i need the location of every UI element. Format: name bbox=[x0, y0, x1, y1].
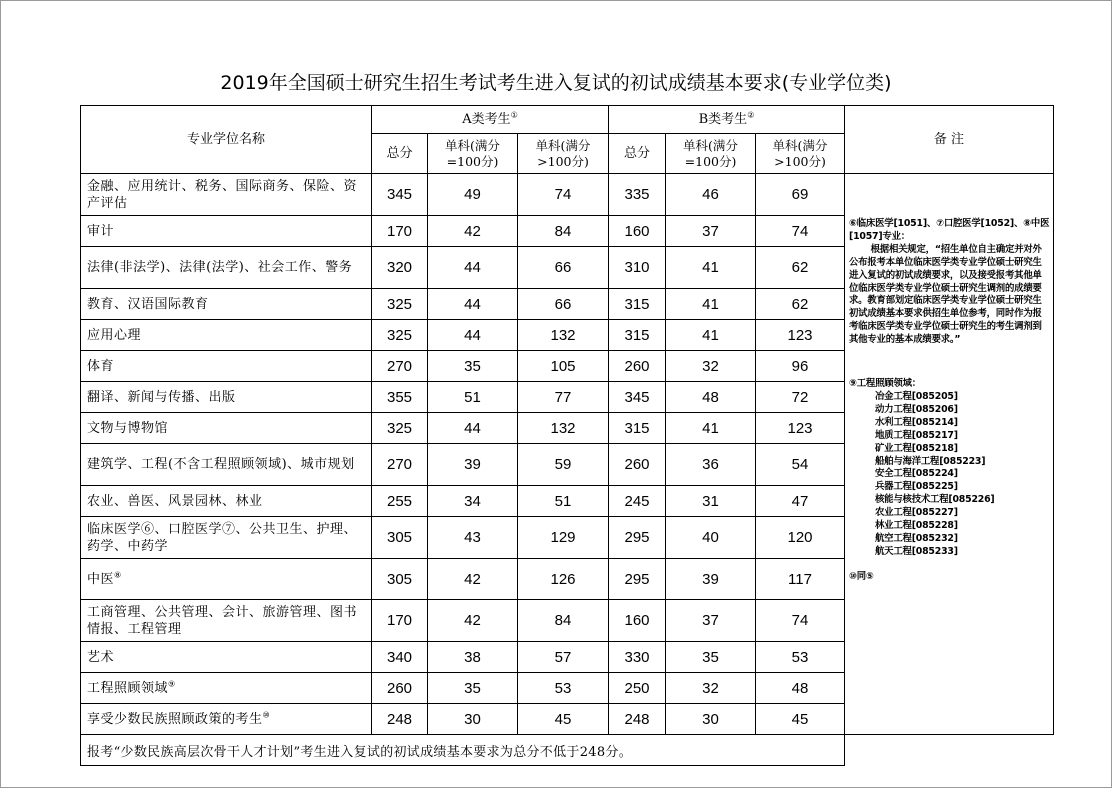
major-footnote-mark: ⑩ bbox=[262, 710, 271, 720]
b-total-score: 160 bbox=[609, 600, 666, 642]
major-name-text: 建筑学、工程(不含工程照顾领域)、城市规划 bbox=[87, 457, 355, 472]
a-total-score: 270 bbox=[372, 351, 428, 382]
header-major-name: 专业学位名称 bbox=[81, 106, 372, 174]
b-single-100-score: 32 bbox=[666, 351, 756, 382]
major-name-text: 体育 bbox=[87, 358, 115, 374]
a-single-100-score: 39 bbox=[428, 444, 518, 486]
note-minority-ref: ⑩同⑤ bbox=[849, 570, 874, 582]
b-single-100-score: 41 bbox=[666, 247, 756, 289]
engineering-field-item: 水利工程[085214] bbox=[875, 416, 958, 428]
b-single-100-score: 32 bbox=[666, 673, 756, 704]
b-single-100-score: 31 bbox=[666, 486, 756, 517]
major-name-text: 享受少数民族照顾政策的考生 bbox=[87, 711, 263, 727]
b-total-score: 295 bbox=[609, 517, 666, 559]
major-name bbox=[81, 486, 372, 517]
major-name bbox=[81, 559, 372, 600]
a-single-gt100-line2: >100分) bbox=[537, 153, 589, 169]
a-single-gt100-score: 45 bbox=[518, 704, 609, 735]
a-single-100-line1: 单科(满分 bbox=[445, 137, 500, 153]
a-total-score: 305 bbox=[372, 517, 428, 559]
b-single-gt100-score: 120 bbox=[756, 517, 845, 559]
b-single-gt100-score: 54 bbox=[756, 444, 845, 486]
b-single-100-score: 48 bbox=[666, 382, 756, 413]
a-single-gt100-line1: 单科(满分 bbox=[535, 137, 591, 153]
a-single-100-score: 34 bbox=[428, 486, 518, 517]
table-row bbox=[81, 174, 1054, 216]
a-single-gt100-score: 126 bbox=[518, 559, 609, 600]
major-name-text: 法律(非法学)、法律(法学)、社会工作、警务 bbox=[87, 260, 353, 275]
b-total-score: 160 bbox=[609, 216, 666, 247]
engineering-field-item: 兵器工程[085225] bbox=[875, 481, 958, 493]
page-title: 2019年全国硕士研究生招生考试考生进入复试的初试成绩基本要求(专业学位类) bbox=[220, 72, 892, 94]
b-single-100-score: 36 bbox=[666, 444, 756, 486]
a-single-100-score: 44 bbox=[428, 413, 518, 444]
b-single-100-score: 39 bbox=[666, 559, 756, 600]
b-total-score: 248 bbox=[609, 704, 666, 735]
a-total-score: 320 bbox=[372, 247, 428, 289]
major-name bbox=[81, 289, 372, 320]
header-group-a bbox=[372, 106, 609, 134]
a-single-100-score: 44 bbox=[428, 320, 518, 351]
a-total-score: 260 bbox=[372, 673, 428, 704]
major-name bbox=[81, 704, 372, 735]
b-total-score: 315 bbox=[609, 289, 666, 320]
b-total-score: 315 bbox=[609, 413, 666, 444]
a-single-gt100-score: 57 bbox=[518, 642, 609, 673]
a-single-gt100-score: 129 bbox=[518, 517, 609, 559]
a-total-score: 325 bbox=[372, 320, 428, 351]
a-total-score: 325 bbox=[372, 289, 428, 320]
engineering-field-item: 矿业工程[085218] bbox=[875, 442, 958, 454]
b-total-score: 245 bbox=[609, 486, 666, 517]
footer-row bbox=[81, 735, 1054, 766]
a-single-gt100-score: 53 bbox=[518, 673, 609, 704]
b-single-gt100-score: 47 bbox=[756, 486, 845, 517]
major-name bbox=[81, 413, 372, 444]
a-single-100-score: 42 bbox=[428, 559, 518, 600]
b-single-gt100-score: 123 bbox=[756, 413, 845, 444]
a-single-100-score: 44 bbox=[428, 247, 518, 289]
major-name-text: 工程照顾领域 bbox=[87, 680, 169, 696]
engineering-field-item: 地质工程[085217] bbox=[875, 429, 958, 441]
major-name-text: 艺术 bbox=[87, 649, 115, 665]
engineering-field-item: 冶金工程[085205] bbox=[875, 390, 958, 402]
b-single-gt100-score: 53 bbox=[756, 642, 845, 673]
b-total-score: 345 bbox=[609, 382, 666, 413]
major-name bbox=[81, 517, 372, 559]
group-b-mark: ② bbox=[747, 110, 755, 120]
b-single-gt100-score: 117 bbox=[756, 559, 845, 600]
engineering-field-item: 船舶与海洋工程[085223] bbox=[875, 455, 986, 467]
a-single-gt100-score: 66 bbox=[518, 289, 609, 320]
b-single-gt100-score: 69 bbox=[756, 174, 845, 216]
major-name-text: 中医 bbox=[87, 571, 115, 587]
note-medical-body: 根据相关规定，“招生单位自主确定并对外公布报考本单位临床医学类专业学位硕士研究生进入复试的初试成绩要求，以及接受报考其他单位临床医学类专业学位硕士研究生调剂的成绩要求。教育部划定临床医学类专业学位硕士研究生初试成绩基本要求供招生单位参考，同时作为报考临床医学类专业学位硕士研究生的考生调剂到其他专业的基本成绩要求。” bbox=[849, 243, 1042, 346]
b-single-100-score: 37 bbox=[666, 216, 756, 247]
a-single-100-score: 44 bbox=[428, 289, 518, 320]
a-total-score: 255 bbox=[372, 486, 428, 517]
header-b-single-100 bbox=[666, 134, 756, 174]
major-name-text: 应用心理 bbox=[87, 327, 142, 343]
a-total-score: 270 bbox=[372, 444, 428, 486]
b-single-gt100-score: 45 bbox=[756, 704, 845, 735]
b-total-score: 295 bbox=[609, 559, 666, 600]
engineering-field-item: 农业工程[085227] bbox=[875, 507, 958, 519]
major-name-text: 临床医学⑥、口腔医学⑦、公共卫生、护理、药学、中药学 bbox=[87, 521, 358, 554]
a-single-100-score: 42 bbox=[428, 600, 518, 642]
b-single-100-score: 40 bbox=[666, 517, 756, 559]
b-total-score: 330 bbox=[609, 642, 666, 673]
a-single-gt100-score: 132 bbox=[518, 320, 609, 351]
major-name bbox=[81, 673, 372, 704]
a-single-100-score: 43 bbox=[428, 517, 518, 559]
major-name bbox=[81, 642, 372, 673]
major-name-text: 审计 bbox=[87, 223, 115, 239]
a-single-gt100-score: 77 bbox=[518, 382, 609, 413]
engineering-field-item: 林业工程[085228] bbox=[875, 520, 958, 532]
header-group-b bbox=[609, 106, 845, 134]
a-single-100-score: 30 bbox=[428, 704, 518, 735]
a-single-gt100-score: 51 bbox=[518, 486, 609, 517]
header-remark: 备 注 bbox=[845, 106, 1054, 174]
engineering-field-item: 动力工程[085206] bbox=[875, 403, 958, 415]
a-total-score: 345 bbox=[372, 174, 428, 216]
engineering-field-item: 核能与核技术工程[085226] bbox=[875, 494, 995, 506]
a-single-gt100-score: 84 bbox=[518, 600, 609, 642]
footer-note: 报考“少数民族高层次骨干人才计划”考生进入复试的初试成绩基本要求为总分不低于248分。 bbox=[81, 735, 845, 766]
header-b-total: 总分 bbox=[609, 134, 666, 174]
a-single-gt100-score: 59 bbox=[518, 444, 609, 486]
major-name-text: 工商管理、公共管理、会计、旅游管理、图书情报、工程管理 bbox=[87, 604, 358, 637]
remarks-notes bbox=[845, 174, 1053, 584]
b-single-gt100-score: 62 bbox=[756, 289, 845, 320]
b-single-100-score: 35 bbox=[666, 642, 756, 673]
major-name bbox=[81, 444, 372, 486]
b-single-100-score: 41 bbox=[666, 413, 756, 444]
b-single-100-score: 46 bbox=[666, 174, 756, 216]
engineering-field-item: 安全工程[085224] bbox=[875, 468, 958, 480]
header-a-total: 总分 bbox=[372, 134, 428, 174]
a-single-gt100-score: 105 bbox=[518, 351, 609, 382]
b-single-100-score: 41 bbox=[666, 289, 756, 320]
major-name-text: 教育、汉语国际教育 bbox=[87, 296, 209, 312]
a-total-score: 325 bbox=[372, 413, 428, 444]
a-single-100-score: 42 bbox=[428, 216, 518, 247]
engineering-field-item: 航空工程[085232] bbox=[875, 532, 958, 544]
major-name bbox=[81, 351, 372, 382]
major-name bbox=[81, 600, 372, 642]
major-name bbox=[81, 320, 372, 351]
a-single-100-score: 38 bbox=[428, 642, 518, 673]
major-name bbox=[81, 174, 372, 216]
b-single-gt100-score: 74 bbox=[756, 216, 845, 247]
group-a-mark: ① bbox=[510, 110, 518, 120]
major-name bbox=[81, 382, 372, 413]
group-a-label: A类考生 bbox=[462, 112, 511, 127]
b-single-gt100-score: 62 bbox=[756, 247, 845, 289]
major-name-text: 金融、应用统计、税务、国际商务、保险、资产评估 bbox=[87, 178, 358, 211]
a-single-100-score: 51 bbox=[428, 382, 518, 413]
b-single-100-score: 30 bbox=[666, 704, 756, 735]
b-single-gt100-score: 72 bbox=[756, 382, 845, 413]
major-name-text: 翻译、新闻与传播、出版 bbox=[87, 389, 236, 405]
a-total-score: 355 bbox=[372, 382, 428, 413]
b-single-100-line1: 单科(满分 bbox=[683, 137, 738, 153]
b-total-score: 260 bbox=[609, 444, 666, 486]
remarks-cell bbox=[845, 174, 1054, 735]
a-total-score: 248 bbox=[372, 704, 428, 735]
major-name bbox=[81, 216, 372, 247]
b-total-score: 310 bbox=[609, 247, 666, 289]
score-table bbox=[80, 105, 1054, 766]
a-single-100-line2: =100分) bbox=[446, 153, 499, 169]
b-single-gt100-score: 96 bbox=[756, 351, 845, 382]
note-engineering-heading: ⑨工程照顾领域： bbox=[849, 378, 921, 390]
b-single-gt100-score: 123 bbox=[756, 320, 845, 351]
a-single-gt100-score: 132 bbox=[518, 413, 609, 444]
major-footnote-mark: ⑨ bbox=[168, 679, 176, 689]
a-total-score: 170 bbox=[372, 216, 428, 247]
b-single-100-score: 41 bbox=[666, 320, 756, 351]
a-single-gt100-score: 74 bbox=[518, 174, 609, 216]
a-single-100-score: 49 bbox=[428, 174, 518, 216]
a-single-gt100-score: 66 bbox=[518, 247, 609, 289]
a-single-gt100-score: 84 bbox=[518, 216, 609, 247]
b-single-100-line2: =100分) bbox=[684, 153, 737, 169]
header-a-single-100 bbox=[428, 134, 518, 174]
b-single-gt100-line2: >100分) bbox=[774, 153, 826, 169]
engineering-field-item: 航天工程[085233] bbox=[875, 545, 958, 557]
header-b-single-gt100 bbox=[756, 134, 845, 174]
major-name-text: 农业、兽医、风景园林、林业 bbox=[87, 493, 263, 509]
major-name bbox=[81, 247, 372, 289]
a-total-score: 170 bbox=[372, 600, 428, 642]
b-total-score: 315 bbox=[609, 320, 666, 351]
a-total-score: 305 bbox=[372, 559, 428, 600]
b-single-gt100-score: 48 bbox=[756, 673, 845, 704]
a-total-score: 340 bbox=[372, 642, 428, 673]
major-name-text: 文物与博物馆 bbox=[87, 420, 169, 436]
header-a-single-gt100 bbox=[518, 134, 609, 174]
a-single-100-score: 35 bbox=[428, 673, 518, 704]
b-single-gt100-score: 74 bbox=[756, 600, 845, 642]
group-b-label: B类考生 bbox=[698, 112, 748, 127]
note-medical-heading: ⑥临床医学[1051]、⑦口腔医学[1052]、⑧中医[1057]专业： bbox=[849, 218, 1050, 242]
b-total-score: 335 bbox=[609, 174, 666, 216]
a-single-100-score: 35 bbox=[428, 351, 518, 382]
b-single-100-score: 37 bbox=[666, 600, 756, 642]
major-footnote-mark: ⑧ bbox=[114, 570, 122, 580]
b-single-gt100-line1: 单科(满分 bbox=[772, 137, 828, 153]
b-total-score: 250 bbox=[609, 673, 666, 704]
b-total-score: 260 bbox=[609, 351, 666, 382]
